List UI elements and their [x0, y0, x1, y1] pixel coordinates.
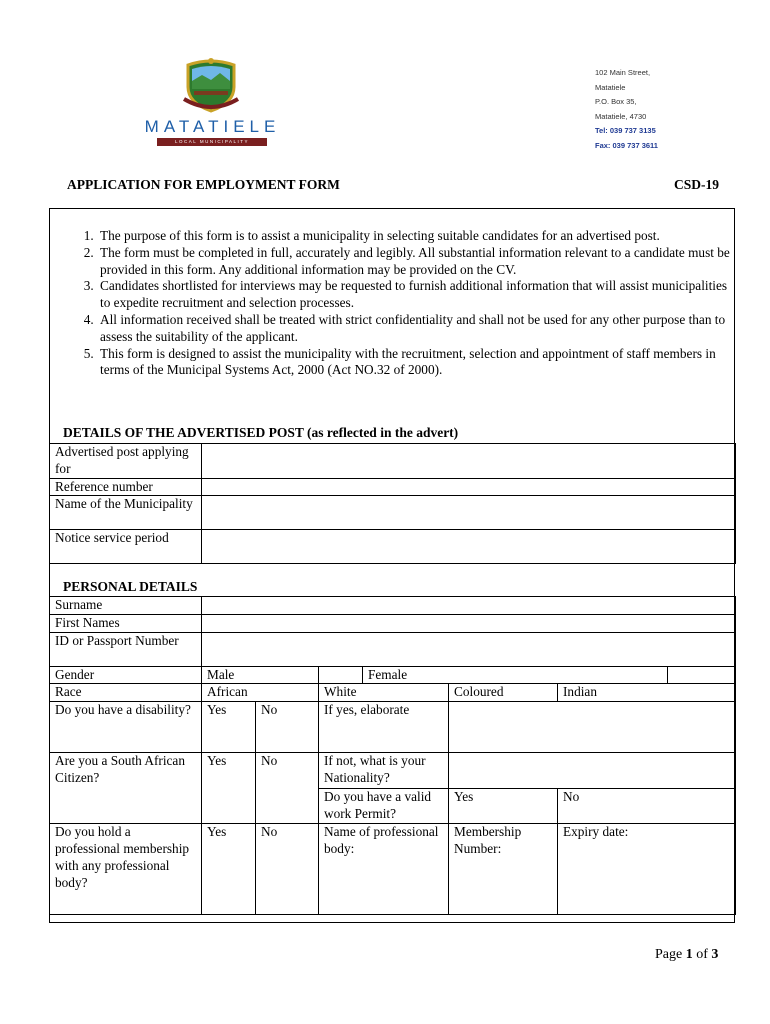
citizen-label: Are you a South African Citizen? — [50, 753, 202, 824]
race-white-option[interactable]: White — [319, 684, 449, 702]
first-names-label: First Names — [50, 614, 202, 632]
gender-female-box[interactable] — [668, 666, 736, 684]
page-current: 1 — [685, 947, 693, 962]
id-field[interactable] — [202, 632, 736, 666]
municipality-name-label: Name of the Municipality — [50, 496, 202, 530]
address-line: P.O. Box 35, — [595, 97, 637, 106]
professional-body-label[interactable]: Name of professional body: — [319, 824, 449, 915]
reference-number-label: Reference number — [50, 478, 202, 496]
race-label: Race — [50, 684, 202, 702]
advertised-post-heading: DETAILS OF THE ADVERTISED POST (as reflected in the advert) — [63, 425, 459, 440]
fax-line: Fax: 039 737 3611 — [595, 140, 658, 150]
professional-label: Do you hold a professional membership with any professional body? — [50, 824, 202, 915]
address-block — [595, 66, 658, 153]
notice-period-field[interactable] — [202, 530, 736, 564]
gender-male-box[interactable] — [319, 666, 363, 684]
disability-elaborate-field[interactable] — [449, 702, 736, 753]
professional-no-option[interactable]: No — [256, 824, 319, 915]
coat-of-arms-icon — [180, 55, 242, 113]
first-names-field[interactable] — [202, 614, 736, 632]
logo-subtitle: LOCAL MUNICIPALITY — [157, 138, 267, 146]
citizen-no-option[interactable]: No — [256, 753, 319, 824]
address-line: Matatiele, 4730 — [595, 111, 647, 121]
surname-field[interactable] — [202, 597, 736, 615]
page-total: 3 — [711, 947, 719, 962]
work-permit-label: Do you have a valid work Permit? — [319, 789, 449, 824]
expiry-date-label[interactable]: Expiry date: — [558, 824, 736, 915]
tel-line: Tel: 039 737 3135 — [595, 126, 656, 135]
race-african-option[interactable]: African — [202, 684, 319, 702]
advertised-post-label: Advertised post applying for — [50, 444, 202, 479]
notice-period-label: Notice service period — [50, 530, 202, 564]
professional-yes-option[interactable]: Yes — [202, 824, 256, 915]
address-line: Matatiele — [595, 82, 626, 92]
race-coloured-option[interactable]: Coloured — [449, 684, 558, 702]
work-permit-yes-option[interactable]: Yes — [449, 789, 558, 824]
municipality-name-field[interactable] — [202, 496, 736, 530]
disability-elaborate-label: If yes, elaborate — [319, 702, 449, 753]
purpose-item: 1. The purpose of this form is to assist a municipality in selecting suitable candidates for an advertised post. — [97, 228, 737, 245]
disability-no-option[interactable]: No — [256, 702, 319, 753]
membership-number-label[interactable]: Membership Number: — [449, 824, 558, 915]
citizen-yes-option[interactable]: Yes — [202, 753, 256, 824]
purpose-item: 4. All information received shall be treated with strict confidentiality and shall not be used for any other purpose than to assess the suitability of the applicant. — [97, 312, 737, 346]
personal-details-table — [49, 596, 736, 915]
personal-details-heading: PERSONAL DETAILS — [63, 579, 198, 594]
disability-yes-option[interactable]: Yes — [202, 702, 256, 753]
nationality-label: If not, what is your Nationality? — [319, 753, 449, 789]
race-indian-option[interactable]: Indian — [558, 684, 736, 702]
municipality-logo — [130, 55, 295, 150]
gender-label: Gender — [50, 666, 202, 684]
form-box — [49, 208, 735, 923]
gender-male-option[interactable]: Male — [202, 666, 319, 684]
form-title: APPLICATION FOR EMPLOYMENT FORM — [67, 177, 340, 192]
address-line: 102 Main Street, — [595, 68, 651, 77]
purpose-list — [50, 228, 737, 379]
purpose-item: 5. This form is designed to assist the municipality with the recruitment, selection and appointment of staff members in terms of the Municipal Systems Act, 2000 (Act NO.32 of 2000). — [97, 346, 737, 380]
form-code: CSD-19 — [674, 177, 720, 192]
page-number — [655, 947, 718, 963]
purpose-item: 3. Candidates shortlisted for interviews may be requested to furnish additional information that will assist municipalities to expedite recruitment and selection processes. — [97, 278, 737, 312]
gender-female-option[interactable]: Female — [363, 666, 668, 684]
work-permit-no-option[interactable]: No — [558, 789, 736, 824]
disability-label: Do you have a disability? — [50, 702, 202, 753]
advertised-post-field[interactable] — [202, 444, 736, 479]
page-of: of — [696, 947, 708, 962]
nationality-field[interactable] — [449, 753, 736, 789]
surname-label: Surname — [50, 597, 202, 615]
purpose-item: 2. The form must be completed in full, accurately and legibly. All substantial information relevant to a candidate must be provided in this form. Any additional information may be provided on the CV. — [97, 245, 737, 279]
reference-number-field[interactable] — [202, 478, 736, 496]
advertised-post-table — [49, 443, 736, 564]
id-label: ID or Passport Number — [50, 632, 202, 666]
logo-name: MATATIELE — [144, 117, 281, 136]
page-prefix: Page — [655, 947, 683, 962]
